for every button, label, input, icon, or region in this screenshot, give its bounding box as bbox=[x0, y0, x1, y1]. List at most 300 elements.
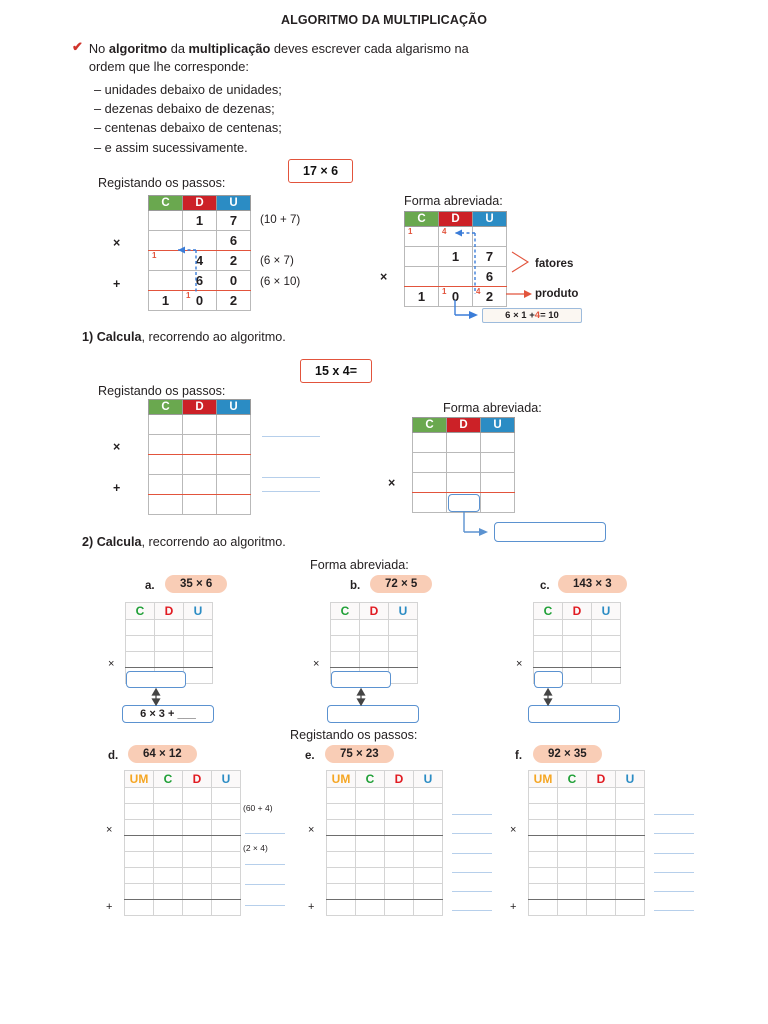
highlight-cell-box-b[interactable] bbox=[331, 671, 391, 688]
input-cell[interactable] bbox=[327, 868, 356, 884]
input-cell[interactable] bbox=[389, 636, 418, 652]
input-cell[interactable] bbox=[125, 836, 154, 852]
table-row[interactable] bbox=[126, 620, 213, 636]
item-operation-d: 64 × 12 bbox=[128, 745, 197, 763]
input-cell[interactable] bbox=[149, 455, 183, 475]
col-header-c: C bbox=[149, 400, 183, 415]
intro-bold2: multiplicação bbox=[188, 41, 271, 56]
input-cell[interactable] bbox=[149, 475, 183, 495]
input-cell[interactable] bbox=[183, 495, 217, 515]
input-cell[interactable] bbox=[183, 804, 212, 820]
input-cell[interactable] bbox=[534, 636, 563, 652]
input-cell[interactable] bbox=[154, 836, 183, 852]
answer-line[interactable] bbox=[452, 853, 492, 854]
item-letter-b: b. bbox=[350, 580, 361, 592]
intro-block bbox=[72, 40, 592, 157]
example-short-label: Forma abreviada: bbox=[404, 194, 503, 208]
item-a-double-arrow bbox=[153, 689, 160, 705]
table-row[interactable] bbox=[534, 620, 621, 636]
table-row[interactable] bbox=[125, 884, 241, 900]
input-cell[interactable] bbox=[331, 620, 360, 636]
input-cell[interactable] bbox=[385, 884, 414, 900]
cell-u: 2 bbox=[217, 251, 251, 271]
input-cell[interactable] bbox=[481, 473, 515, 493]
table-row[interactable] bbox=[327, 900, 443, 916]
input-cell[interactable] bbox=[126, 652, 155, 668]
input-cell[interactable] bbox=[356, 868, 385, 884]
input-cell[interactable] bbox=[592, 652, 621, 668]
input-cell[interactable] bbox=[126, 636, 155, 652]
hint-box-c[interactable] bbox=[528, 705, 620, 723]
input-cell[interactable] bbox=[125, 884, 154, 900]
table-row[interactable] bbox=[149, 475, 251, 495]
input-cell[interactable] bbox=[592, 636, 621, 652]
answer-line[interactable] bbox=[452, 814, 492, 815]
table-row[interactable] bbox=[149, 435, 251, 455]
operator-plus: + bbox=[308, 901, 315, 913]
table-row bbox=[149, 231, 251, 251]
input-cell[interactable] bbox=[389, 652, 418, 668]
input-cell[interactable] bbox=[183, 455, 217, 475]
input-cell[interactable] bbox=[154, 788, 183, 804]
table-row[interactable] bbox=[125, 788, 241, 804]
input-cell[interactable] bbox=[125, 820, 154, 836]
bullet-item: – centenas debaixo de centenas; bbox=[94, 120, 282, 136]
input-cell[interactable] bbox=[360, 620, 389, 636]
input-cell[interactable] bbox=[183, 868, 212, 884]
input-cell[interactable] bbox=[154, 852, 183, 868]
col-header-u: U bbox=[212, 771, 241, 788]
input-cell[interactable] bbox=[360, 636, 389, 652]
table-row[interactable] bbox=[125, 804, 241, 820]
input-cell[interactable] bbox=[154, 900, 183, 916]
highlight-cell-box-a[interactable] bbox=[126, 671, 186, 688]
answer-line[interactable] bbox=[262, 436, 320, 437]
input-cell[interactable] bbox=[183, 435, 217, 455]
input-cell[interactable] bbox=[529, 820, 558, 836]
answer-line[interactable] bbox=[654, 891, 694, 892]
table-row[interactable] bbox=[529, 788, 645, 804]
operator-plus: + bbox=[510, 901, 517, 913]
annotation-post: = 10 bbox=[540, 310, 559, 321]
input-cell[interactable] bbox=[125, 852, 154, 868]
table-row[interactable] bbox=[327, 836, 443, 852]
input-cell[interactable] bbox=[413, 433, 447, 453]
table-row[interactable] bbox=[534, 636, 621, 652]
input-cell[interactable] bbox=[149, 495, 183, 515]
exercise1-operation-box: 15 x 4= bbox=[300, 359, 372, 383]
input-cell[interactable] bbox=[155, 652, 184, 668]
input-cell[interactable] bbox=[212, 852, 241, 868]
table-row[interactable] bbox=[149, 455, 251, 475]
input-cell[interactable] bbox=[563, 636, 592, 652]
input-cell[interactable] bbox=[385, 820, 414, 836]
item-f-table[interactable] bbox=[528, 770, 645, 916]
table-row[interactable] bbox=[126, 652, 213, 668]
intro-lead bbox=[72, 40, 592, 75]
input-cell[interactable] bbox=[183, 852, 212, 868]
input-cell[interactable] bbox=[563, 652, 592, 668]
input-cell[interactable] bbox=[534, 652, 563, 668]
input-cell[interactable] bbox=[481, 453, 515, 473]
input-cell[interactable] bbox=[327, 788, 356, 804]
input-cell[interactable] bbox=[154, 868, 183, 884]
operator-times: × bbox=[113, 236, 121, 250]
input-cell[interactable] bbox=[149, 415, 183, 435]
table-row[interactable] bbox=[126, 636, 213, 652]
table-row[interactable] bbox=[529, 804, 645, 820]
input-cell[interactable] bbox=[413, 493, 447, 513]
carry-digit: 1 bbox=[408, 227, 413, 236]
col-header-u: U bbox=[389, 603, 418, 620]
table-row[interactable] bbox=[327, 788, 443, 804]
col-header-um: UM bbox=[529, 771, 558, 788]
input-cell[interactable] bbox=[558, 836, 587, 852]
input-cell[interactable] bbox=[184, 668, 213, 684]
input-cell[interactable] bbox=[212, 900, 241, 916]
col-header-d: D bbox=[155, 603, 184, 620]
input-cell[interactable] bbox=[616, 852, 645, 868]
operator-times: × bbox=[380, 270, 388, 284]
table-row[interactable] bbox=[125, 868, 241, 884]
input-cell[interactable] bbox=[331, 636, 360, 652]
input-cell[interactable] bbox=[414, 804, 443, 820]
input-cell[interactable] bbox=[558, 788, 587, 804]
cell-d bbox=[439, 267, 473, 287]
annotation-highlight: 4 bbox=[534, 310, 541, 321]
input-cell[interactable] bbox=[155, 620, 184, 636]
input-cell[interactable] bbox=[558, 900, 587, 916]
table-row[interactable] bbox=[125, 852, 241, 868]
input-cell[interactable] bbox=[587, 836, 616, 852]
input-cell[interactable] bbox=[414, 788, 443, 804]
table-header-row bbox=[529, 771, 645, 788]
col-header-u: U bbox=[616, 771, 645, 788]
input-cell[interactable] bbox=[414, 820, 443, 836]
table-header-row bbox=[149, 196, 251, 211]
input-cell[interactable] bbox=[587, 884, 616, 900]
item-operation-b: 72 × 5 bbox=[370, 575, 432, 593]
col-header-d: D bbox=[183, 196, 217, 211]
input-cell[interactable] bbox=[154, 820, 183, 836]
input-cell[interactable] bbox=[327, 884, 356, 900]
input-cell[interactable] bbox=[587, 820, 616, 836]
input-cell[interactable] bbox=[587, 852, 616, 868]
input-cell[interactable] bbox=[356, 852, 385, 868]
input-cell[interactable] bbox=[217, 495, 251, 515]
table-header-row bbox=[327, 771, 443, 788]
input-cell[interactable] bbox=[149, 435, 183, 455]
input-cell[interactable] bbox=[414, 884, 443, 900]
input-cell[interactable] bbox=[616, 820, 645, 836]
input-cell[interactable] bbox=[587, 788, 616, 804]
input-cell[interactable] bbox=[385, 900, 414, 916]
input-cell[interactable] bbox=[413, 473, 447, 493]
item-operation-a: 35 × 6 bbox=[165, 575, 227, 593]
table-row[interactable] bbox=[327, 868, 443, 884]
annotation-pre: 6 × 1 + bbox=[505, 310, 535, 321]
table-row[interactable] bbox=[534, 652, 621, 668]
table-row[interactable] bbox=[413, 453, 515, 473]
input-cell[interactable] bbox=[592, 620, 621, 636]
table-header-row bbox=[125, 771, 241, 788]
hint-box-b[interactable] bbox=[327, 705, 419, 723]
input-cell[interactable] bbox=[154, 804, 183, 820]
table-row[interactable] bbox=[529, 852, 645, 868]
input-cell[interactable] bbox=[327, 852, 356, 868]
input-cell[interactable] bbox=[529, 852, 558, 868]
input-cell[interactable] bbox=[217, 435, 251, 455]
input-cell[interactable] bbox=[534, 620, 563, 636]
input-cell[interactable] bbox=[389, 668, 418, 684]
item-operation-e: 75 × 23 bbox=[325, 745, 394, 763]
input-cell[interactable] bbox=[356, 788, 385, 804]
input-cell[interactable] bbox=[587, 804, 616, 820]
input-cell[interactable] bbox=[356, 836, 385, 852]
intro-part1: No bbox=[88, 41, 109, 56]
cell-c bbox=[149, 271, 183, 291]
highlight-cell-box-c[interactable] bbox=[534, 671, 563, 688]
table-row[interactable] bbox=[125, 900, 241, 916]
input-cell[interactable] bbox=[481, 433, 515, 453]
input-cell[interactable] bbox=[616, 900, 645, 916]
table-row[interactable] bbox=[413, 473, 515, 493]
exercise2-rest: , recorrendo ao algoritmo. bbox=[141, 535, 286, 549]
input-cell[interactable] bbox=[356, 884, 385, 900]
input-cell[interactable] bbox=[183, 884, 212, 900]
input-cell[interactable] bbox=[616, 884, 645, 900]
answer-line[interactable] bbox=[654, 833, 694, 834]
answer-line[interactable] bbox=[654, 910, 694, 911]
carry-digit: 4 bbox=[476, 287, 481, 296]
operator-times: × bbox=[313, 658, 320, 670]
input-cell[interactable] bbox=[184, 652, 213, 668]
table-row[interactable] bbox=[529, 868, 645, 884]
answer-box[interactable] bbox=[494, 522, 606, 542]
input-cell[interactable] bbox=[447, 453, 481, 473]
col-header-u: U bbox=[217, 400, 251, 415]
input-cell[interactable] bbox=[212, 868, 241, 884]
table-row[interactable] bbox=[125, 836, 241, 852]
answer-line[interactable] bbox=[654, 814, 694, 815]
input-cell[interactable] bbox=[212, 788, 241, 804]
input-cell[interactable] bbox=[183, 820, 212, 836]
answer-line[interactable] bbox=[245, 864, 285, 865]
item-d-table[interactable] bbox=[124, 770, 241, 916]
col-header-u: U bbox=[217, 196, 251, 211]
input-cell[interactable] bbox=[414, 852, 443, 868]
cell-u: 6 bbox=[473, 267, 507, 287]
table-row[interactable] bbox=[529, 836, 645, 852]
input-cell[interactable] bbox=[183, 900, 212, 916]
intro-bold1: algoritmo bbox=[108, 41, 168, 56]
exercise2-number: 2) bbox=[82, 535, 94, 549]
hint-box-a[interactable]: 6 × 3 + ___ bbox=[122, 705, 214, 723]
input-cell[interactable] bbox=[587, 868, 616, 884]
col-header-u: U bbox=[473, 212, 507, 227]
answer-line[interactable] bbox=[654, 872, 694, 873]
input-cell[interactable] bbox=[447, 473, 481, 493]
input-cell[interactable] bbox=[125, 900, 154, 916]
input-cell[interactable] bbox=[529, 900, 558, 916]
carry-digit: 1 bbox=[442, 287, 447, 296]
cell-u: 7 bbox=[217, 211, 251, 231]
item-c-double-arrow bbox=[545, 689, 552, 705]
table-row[interactable] bbox=[529, 900, 645, 916]
input-cell[interactable] bbox=[529, 804, 558, 820]
input-cell[interactable] bbox=[447, 433, 481, 453]
input-cell[interactable] bbox=[413, 453, 447, 473]
item-d-note2: (2 × 4) bbox=[243, 843, 268, 853]
row-note: (6 × 10) bbox=[260, 275, 301, 288]
answer-line[interactable] bbox=[262, 477, 320, 478]
bullet-item: – e assim sucessivamente. bbox=[94, 139, 248, 155]
input-cell[interactable] bbox=[356, 900, 385, 916]
table-row[interactable] bbox=[327, 852, 443, 868]
highlight-cell-box[interactable] bbox=[448, 494, 480, 512]
input-cell[interactable] bbox=[385, 804, 414, 820]
example-steps-table bbox=[148, 195, 251, 311]
operator-times: × bbox=[308, 824, 315, 836]
input-cell[interactable] bbox=[587, 900, 616, 916]
table-row[interactable] bbox=[529, 820, 645, 836]
input-cell[interactable] bbox=[327, 900, 356, 916]
answer-line[interactable] bbox=[452, 891, 492, 892]
col-header-u: U bbox=[481, 418, 515, 433]
input-cell[interactable] bbox=[558, 804, 587, 820]
table-row[interactable] bbox=[125, 820, 241, 836]
input-cell[interactable] bbox=[125, 868, 154, 884]
input-cell[interactable] bbox=[212, 804, 241, 820]
input-cell[interactable] bbox=[616, 868, 645, 884]
item-operation-f: 92 × 35 bbox=[533, 745, 602, 763]
input-cell[interactable] bbox=[212, 884, 241, 900]
input-cell[interactable] bbox=[184, 620, 213, 636]
input-cell[interactable] bbox=[183, 836, 212, 852]
input-cell[interactable] bbox=[327, 836, 356, 852]
carry-digit: 1 bbox=[152, 251, 157, 260]
input-cell[interactable] bbox=[385, 788, 414, 804]
input-cell[interactable] bbox=[360, 652, 389, 668]
answer-line[interactable] bbox=[262, 491, 320, 492]
table-row bbox=[149, 251, 251, 271]
operator-plus: + bbox=[113, 277, 121, 291]
col-header-d: D bbox=[183, 400, 217, 415]
input-cell[interactable] bbox=[217, 475, 251, 495]
input-cell[interactable] bbox=[481, 493, 515, 513]
input-cell[interactable] bbox=[184, 636, 213, 652]
input-cell[interactable] bbox=[212, 820, 241, 836]
exercise2-bold: Calcula bbox=[96, 535, 142, 549]
page-title: ALGORITMO DA MULTIPLICAÇÃO bbox=[280, 13, 488, 27]
answer-line[interactable] bbox=[245, 884, 285, 885]
example-annotation-box bbox=[482, 308, 582, 323]
input-cell[interactable] bbox=[183, 415, 217, 435]
input-cell[interactable] bbox=[212, 836, 241, 852]
input-cell[interactable] bbox=[217, 415, 251, 435]
input-cell[interactable] bbox=[331, 652, 360, 668]
table-row[interactable] bbox=[331, 620, 418, 636]
input-cell[interactable] bbox=[356, 820, 385, 836]
cell-u: 7 bbox=[473, 247, 507, 267]
input-cell[interactable] bbox=[183, 788, 212, 804]
input-cell[interactable] bbox=[217, 455, 251, 475]
table-row[interactable] bbox=[149, 415, 251, 435]
table-row[interactable] bbox=[331, 636, 418, 652]
input-cell[interactable] bbox=[414, 900, 443, 916]
input-cell[interactable] bbox=[125, 788, 154, 804]
input-cell[interactable] bbox=[529, 868, 558, 884]
label-fatores: fatores bbox=[535, 258, 574, 270]
input-cell[interactable] bbox=[327, 820, 356, 836]
col-header-c: C bbox=[126, 603, 155, 620]
answer-line[interactable] bbox=[452, 872, 492, 873]
table-row[interactable] bbox=[327, 820, 443, 836]
table-row[interactable] bbox=[327, 884, 443, 900]
answer-line[interactable] bbox=[654, 853, 694, 854]
input-cell[interactable] bbox=[558, 852, 587, 868]
input-cell[interactable] bbox=[616, 804, 645, 820]
input-cell[interactable] bbox=[327, 804, 356, 820]
input-cell[interactable] bbox=[155, 636, 184, 652]
input-cell[interactable] bbox=[385, 836, 414, 852]
input-cell[interactable] bbox=[356, 804, 385, 820]
input-cell[interactable] bbox=[558, 820, 587, 836]
input-cell[interactable] bbox=[385, 852, 414, 868]
input-cell[interactable] bbox=[616, 836, 645, 852]
table-row[interactable] bbox=[327, 804, 443, 820]
answer-line[interactable] bbox=[245, 833, 285, 834]
input-cell[interactable] bbox=[414, 836, 443, 852]
input-cell[interactable] bbox=[592, 668, 621, 684]
table-row[interactable] bbox=[331, 652, 418, 668]
operator-times: × bbox=[106, 824, 113, 836]
table-row bbox=[405, 267, 507, 287]
input-cell[interactable] bbox=[154, 884, 183, 900]
table-row[interactable] bbox=[149, 495, 251, 515]
input-cell[interactable] bbox=[529, 836, 558, 852]
input-cell[interactable] bbox=[563, 668, 592, 684]
input-cell[interactable] bbox=[529, 788, 558, 804]
input-cell[interactable] bbox=[563, 620, 592, 636]
cell-c bbox=[149, 231, 183, 251]
input-cell[interactable] bbox=[389, 620, 418, 636]
exercise1-number: 1) bbox=[82, 330, 94, 344]
intro-bullets bbox=[94, 80, 592, 156]
table-row[interactable] bbox=[529, 884, 645, 900]
input-cell[interactable] bbox=[385, 868, 414, 884]
table-row[interactable] bbox=[413, 433, 515, 453]
exercise1-rest: , recorrendo ao algoritmo. bbox=[141, 330, 286, 344]
input-cell[interactable] bbox=[616, 788, 645, 804]
answer-line[interactable] bbox=[452, 833, 492, 834]
input-cell[interactable] bbox=[126, 620, 155, 636]
input-cell[interactable] bbox=[414, 868, 443, 884]
answer-line[interactable] bbox=[245, 905, 285, 906]
table-row bbox=[405, 227, 507, 247]
table-header-row bbox=[534, 603, 621, 620]
input-cell[interactable] bbox=[558, 868, 587, 884]
col-header-u: U bbox=[184, 603, 213, 620]
answer-line[interactable] bbox=[452, 910, 492, 911]
item-e-table[interactable] bbox=[326, 770, 443, 916]
input-cell[interactable] bbox=[125, 804, 154, 820]
input-cell[interactable] bbox=[558, 884, 587, 900]
col-header-c: C bbox=[413, 418, 447, 433]
input-cell[interactable] bbox=[529, 884, 558, 900]
input-cell[interactable] bbox=[183, 475, 217, 495]
exercise1-steps-table[interactable] bbox=[148, 399, 251, 515]
